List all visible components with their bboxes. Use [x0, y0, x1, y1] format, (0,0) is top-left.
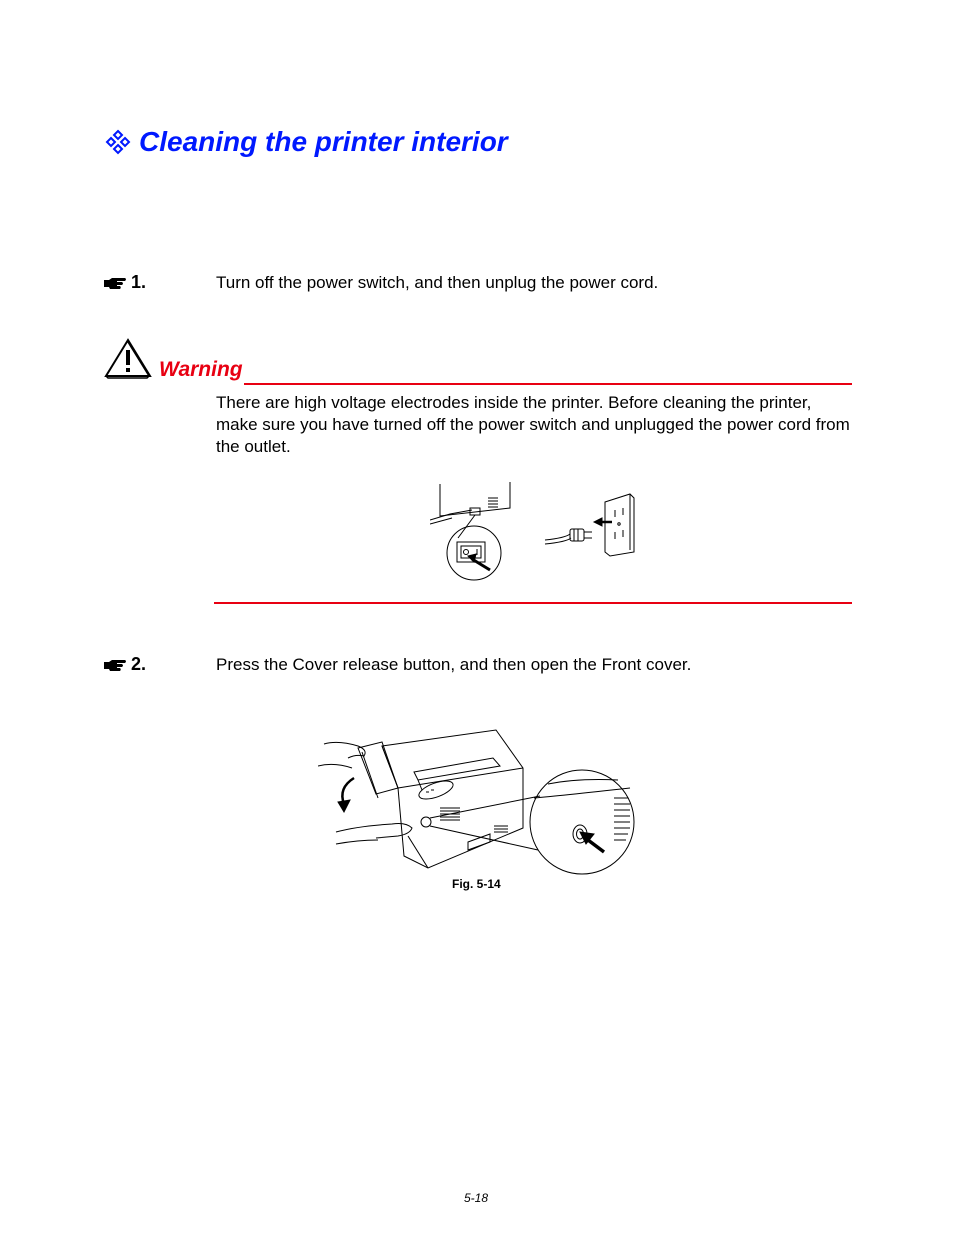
pointing-hand-icon [103, 276, 127, 290]
figure-caption: Fig. 5-14 [452, 877, 501, 891]
step-1-text: Turn off the power switch, and then unplug the power cord. [216, 272, 659, 292]
section-heading [105, 122, 508, 162]
pointing-hand-icon [103, 658, 127, 672]
warning-triangle-icon [104, 338, 152, 380]
warning-bottom-rule [214, 602, 852, 604]
step-1-number: 1. [131, 272, 147, 292]
warning-text: There are high voltage electrodes inside the printer. Before cleaning the printer, make sure you have turned off the power switch and unplugged the power cord from the outlet. [216, 393, 850, 456]
warning-label: Warning [159, 358, 243, 381]
step-2-text: Press the Cover release button, and then open the Front cover. [216, 654, 692, 674]
section-title: Cleaning the printer interior [139, 126, 508, 157]
step-1 [103, 272, 658, 293]
page-number: 5-18 [464, 1191, 489, 1205]
four-diamond-bullet-icon [105, 129, 131, 155]
step-2-marker [103, 654, 216, 675]
warning-header [104, 338, 852, 386]
power-switch-unplug-illustration [430, 478, 640, 582]
warning-top-rule [244, 383, 852, 385]
step-2-number: 2. [131, 654, 147, 674]
printer-cover-release-illustration [318, 728, 640, 878]
step-2 [103, 654, 691, 675]
step-1-marker [103, 272, 216, 293]
